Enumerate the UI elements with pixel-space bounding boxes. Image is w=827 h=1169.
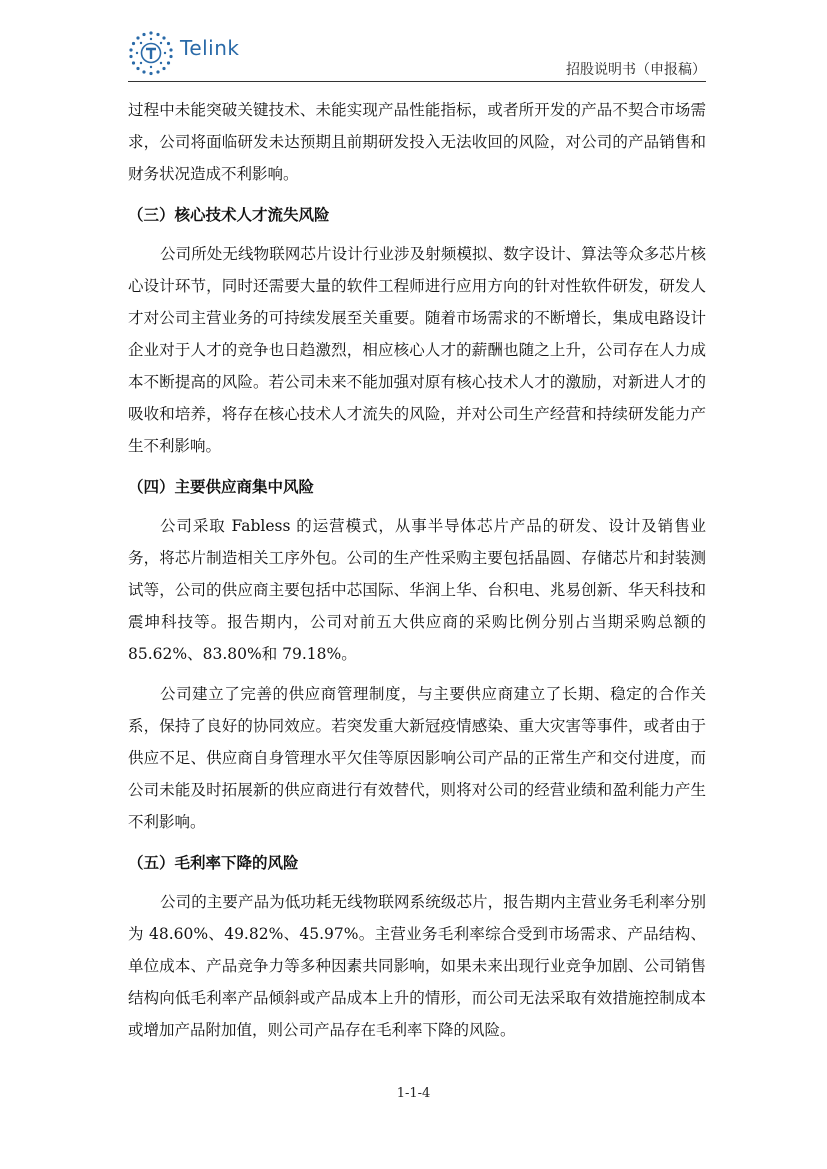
paragraph: 过程中未能突破关键技术、未能实现产品性能指标，或者所开发的产品不契合市场需求，公司将面临研发未达预期且前期研发投入无法收回的风险，对公司的产品销售和财务状况造成不利影响。 (128, 101, 706, 183)
paragraph: 公司采取 Fabless 的运营模式，从事半导体芯片产品的研发、设计及销售业务，将芯片制造相关工序外包。公司的生产性采购主要包括晶圆、存储芯片和封装测试等，公司的供应商主要包括中芯国际、华润上华、台积电、兆易创新、华天科技和震坤科技等。报告期内，公司对前五大供应商的采购比例分别占当期采购总额的 85.62%、83.80%和 79.18%。 (128, 517, 706, 663)
document-type: 招股说明书（申报稿） (566, 62, 706, 78)
paragraph: 公司建立了完善的供应商管理制度，与主要供应商建立了长期、稳定的合作关系，保持了良好的协同效应。若突发重大新冠疫情感染、重大灾害等事件，或者由于供应不足、供应商自身管理水平欠佳等原因影响公司产品的正常生产和交付进度，而公司未能及时拓展新的供应商进行有效替代，则将对公司的经营业绩和盈利能力产生不利影响。 (128, 685, 706, 831)
section-heading: （五）毛利率下降的风险 (128, 854, 299, 872)
page-header (128, 26, 706, 82)
paragraph: 公司所处无线物联网芯片设计行业涉及射频模拟、数字设计、算法等众多芯片核心设计环节，同时还需要大量的软件工程师进行应用方向的针对性软件研发，研发人才对公司主营业务的可持续发展至关重要。随着市场需求的不断增长，集成电路设计企业对于人才的竞争也日趋激烈，相应核心人才的薪酬也随之上升，公司存在人力成本不断提高的风险。若公司未来不能加强对原有核心技术人才的激励，对新进人才的吸收和培养，将存在核心技术人才流失的风险，并对公司生产经营和持续研发能力产生不利影响。 (128, 245, 706, 455)
telink-logo-icon (128, 30, 174, 76)
section-heading: （四）主要供应商集中风险 (128, 478, 315, 496)
document-body (128, 94, 706, 1046)
header-divider (128, 81, 706, 82)
paragraph: 公司的主要产品为低功耗无线物联网系统级芯片，报告期内主营业务毛利率分别为 48.60%、49.82%、45.97%。主营业务毛利率综合受到市场需求、产品结构、单位成本、产品竞争力等多种因素共同影响，如果未来出现行业竞争加剧、公司销售结构向低毛利率产品倾斜或产品成本上升的情形，而公司无法采取有效措施控制成本或增加产品附加值，则公司产品存在毛利率下降的风险。 (128, 893, 706, 1039)
logo-text: Telink (180, 36, 240, 60)
section-heading: （三）核心技术人才流失风险 (128, 206, 330, 224)
page-number: 1-1-4 (396, 1086, 431, 1101)
